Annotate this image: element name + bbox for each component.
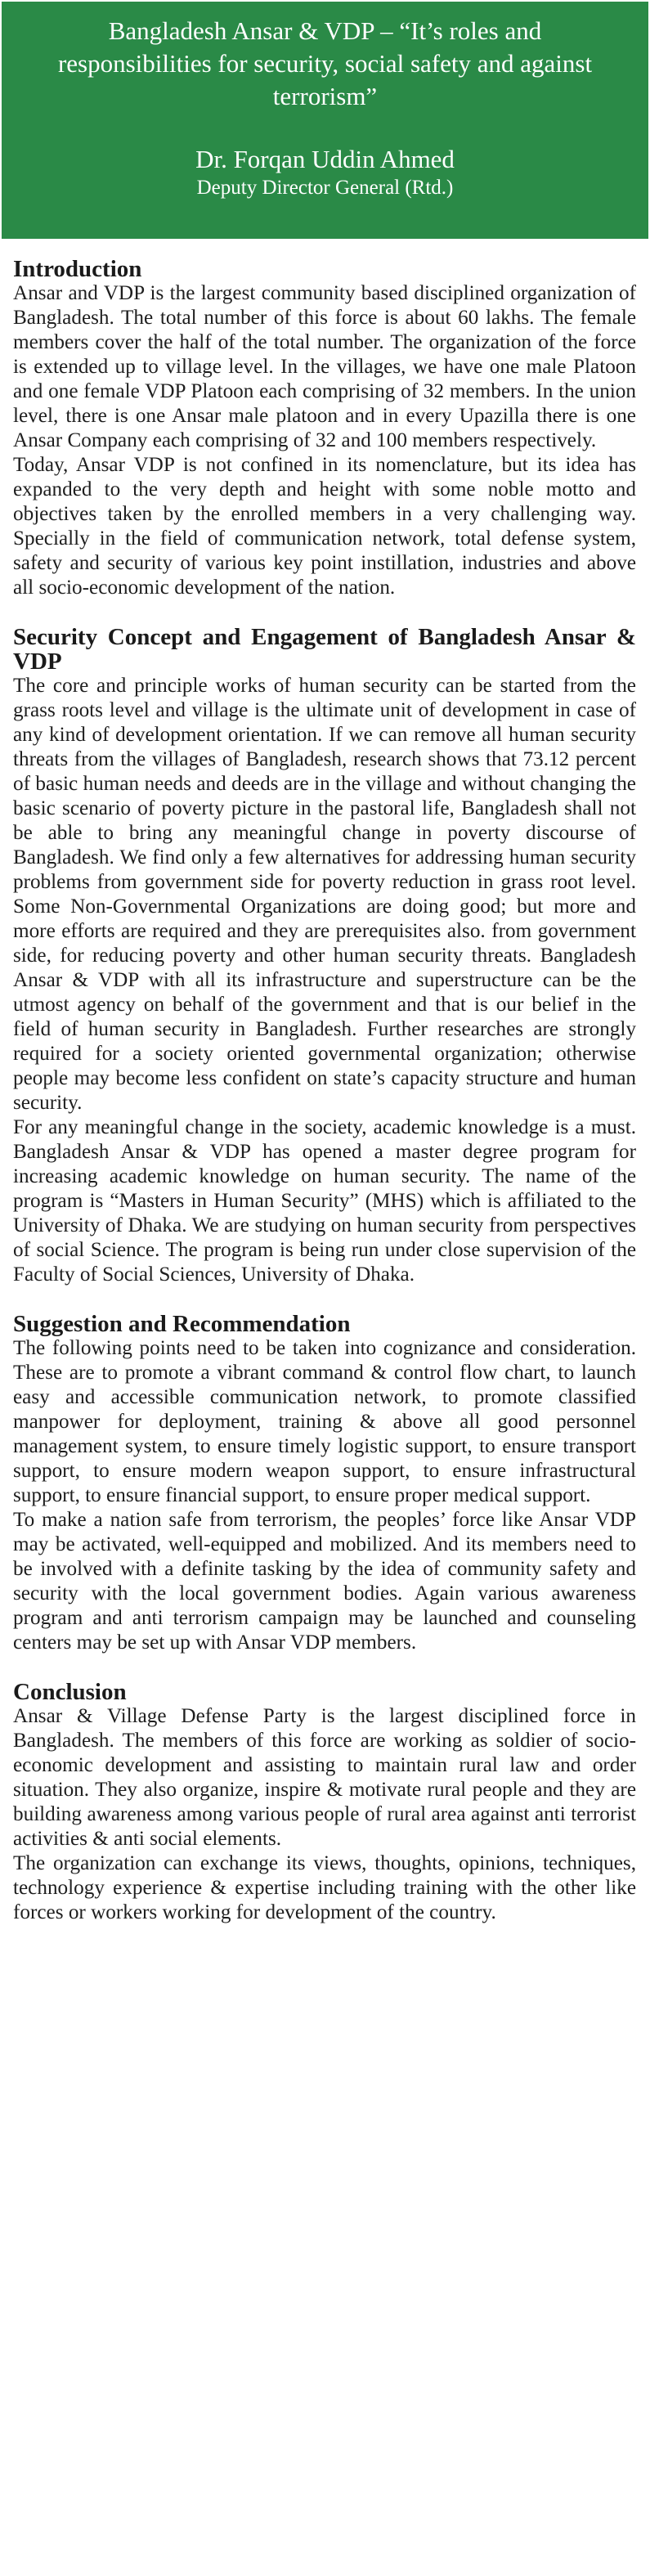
paragraph: For any meaningful change in the society, academic knowledge is a must. Bangladesh Ansar & VDP has opened a master degree program for increasing academic knowledge on human security. The name of the program is “Masters in Human Security” (MHS) which is affiliated to the University of Dhaka. We are studying on human security from perspectives of social Science. The program is being run under close supervision of the Faculty of Social Sciences, University of Dhaka. xyxy=(13,1116,636,1286)
author-name: Dr. Forqan Uddin Ahmed xyxy=(195,145,455,173)
paragraph: The following points need to be taken into cognizance and consideration. These are to promote a vibrant command & control flow chart, to launch easy and accessible communication network, to promote classified manpower for deployment, training & above all good personnel management system, to ensure timely logistic support, to ensure transport support, to ensure modern weapon support, to ensure infrastructural support, to ensure financial support, to ensure proper medical support. xyxy=(13,1337,636,1506)
paragraph: The core and principle works of human security can be started from the grass roots level and village is the ultimate unit of development in case of any kind of development orientation. If we can remove all human security threats from the villages of Bangladesh, research shows that 73.12 percent of basic human needs and deeds are in the village and without changing the basic scenario of poverty picture in the pastoral life, Bangladesh shall not be able to bring any meaningful change in poverty discourse of Bangladesh. We find only a few alternatives for addressing human security problems from government side for poverty reduction in grass root level. Some Non-Governmental Organizations are doing good; but more and more efforts are required and they are prerequisites also. from government side, for reducing poverty and other human security threats. Bangladesh Ansar & VDP with all its infrastructure and superstructure can be the utmost agency on behalf of the government and that is our belief in the field of human security in Bangladesh. Further researches are strongly required for a society oriented governmental organization; otherwise people may become less confident on state’s capacity structure and human security. xyxy=(13,675,636,1114)
title-banner xyxy=(2,2,648,239)
section-heading: Security Concept and Engagement of Bangladesh Ansar & VDP xyxy=(13,624,636,675)
section-introduction xyxy=(13,257,636,600)
paragraph: Ansar and VDP is the largest community based disciplined organization of Bangladesh. The total number of this force is about 60 lakhs. The female members cover the half of the total number. The organization of the force is extended up to village level. In the villages, we have one male Platoon and one female VDP Platoon each comprising of 32 members. In the union level, there is one Ansar male platoon and in every Upazilla there is one Ansar Company each comprising of 32 and 100 members respectively. xyxy=(13,282,636,451)
section-suggestion xyxy=(13,1312,636,1655)
section-heading: Introduction xyxy=(13,256,142,282)
section-conclusion xyxy=(13,1680,636,1925)
author-role: Deputy Director General (Rtd.) xyxy=(196,177,454,199)
paragraph: Ansar & Village Defense Party is the largest disciplined force in Bangladesh. The members of this force are working as soldier of socio-economic development and assisting to maintain rural law and order situation. They also organize, inspire & motivate rural people and they are building awareness among various people of rural area against anti terrorist activities & anti social elements. xyxy=(13,1705,636,1850)
article-body xyxy=(13,257,636,1925)
paragraph: The organization can exchange its views, thoughts, opinions, techniques, technology experience & expertise including training with the other like forces or workers working for development of the country. xyxy=(13,1852,636,1923)
paragraph: To make a nation safe from terrorism, the peoples’ force like Ansar VDP may be activated, well-equipped and mobilized. And its members need to be involved with a definite tasking by the idea of community safety and security with the local government bodies. Again various awareness program and anti terrorism campaign may be launched and counseling centers may be set up with Ansar VDP members. xyxy=(13,1509,636,1654)
section-heading: Conclusion xyxy=(13,1679,127,1705)
article-title: Bangladesh Ansar & VDP – “It’s roles and responsibilities for security, social safety and against terrorism” xyxy=(57,16,593,110)
section-security-concept xyxy=(13,625,636,1287)
section-heading: Suggestion and Recommendation xyxy=(13,1311,351,1337)
paragraph: Today, Ansar VDP is not confined in its nomenclature, but its idea has expanded to the very depth and height with some noble motto and objectives taken by the enrolled members in a very challenging way. Specially in the field of communication network, total defense system, safety and security of various key point instillation, industries and above all socio-economic development of the nation. xyxy=(13,454,636,599)
